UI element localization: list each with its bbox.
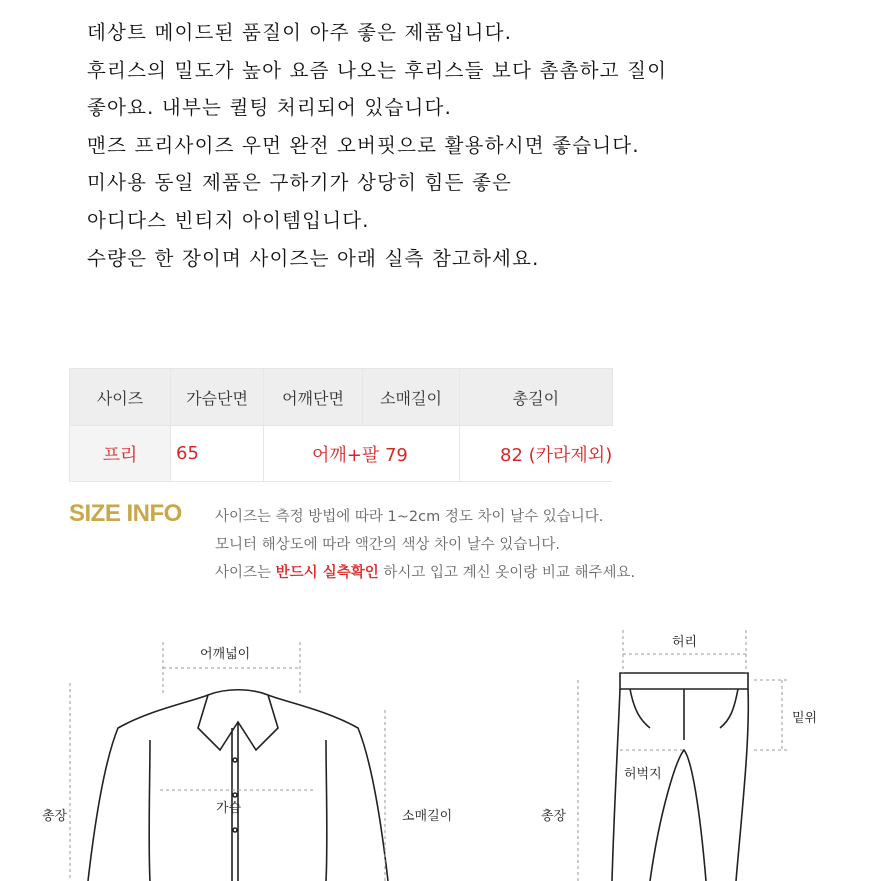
header-length: 총길이 xyxy=(460,369,613,426)
description-line: 후리스의 밀도가 높아 요즘 나오는 후리스들 보다 촘촘하고 질이 xyxy=(87,58,668,82)
label-rise: 밑위 xyxy=(792,711,818,726)
description-line: 수량은 한 장이며 사이즈는 아래 실측 참고하세요. xyxy=(87,246,540,270)
description-line: 맨즈 프리사이즈 우먼 완전 오버핏으로 활용하시면 좋습니다. xyxy=(87,133,640,157)
cell-chest: 65 xyxy=(171,426,264,482)
size-note: 사이즈는 측정 방법에 따라 1~2cm 정도 차이 날수 있습니다. xyxy=(215,509,604,525)
label-shoulder: 어깨넓이 xyxy=(200,647,251,662)
label-chest: 가슴 xyxy=(216,801,242,816)
note-emphasis: 반드시 실측확인 xyxy=(275,565,379,581)
size-table-header-row xyxy=(70,369,613,426)
note-text: 사이즈는 xyxy=(215,565,276,581)
button-dot xyxy=(233,758,237,762)
pants-inseam xyxy=(650,689,706,881)
size-note: 모니터 해상도에 따라 액간의 색상 차이 날수 있습니다. xyxy=(215,537,561,553)
size-table xyxy=(69,368,613,482)
size-table-row xyxy=(70,426,613,482)
pants-measure-lines xyxy=(578,630,790,881)
cell-sleeve: 어깨+팔 79 xyxy=(264,426,460,482)
button-dot xyxy=(233,828,237,832)
pants-waistband xyxy=(620,673,748,689)
size-note xyxy=(215,559,635,587)
size-info-title: SIZE INFO xyxy=(69,500,182,527)
size-notes xyxy=(215,503,635,587)
label-pants-length: 총장 xyxy=(541,809,567,824)
measurement-diagram xyxy=(0,610,881,881)
header-chest: 가슴단면 xyxy=(171,369,264,426)
label-top-length: 총장 xyxy=(42,809,68,824)
description-line: 미사용 동일 제품은 구하기가 상당히 힘든 좋은 xyxy=(87,171,513,195)
label-thigh: 허벅지 xyxy=(624,767,662,782)
shirt-diagram xyxy=(88,690,388,881)
button-dot xyxy=(233,793,237,797)
header-sleeve: 소매길이 xyxy=(363,369,460,426)
cell-size: 프리 xyxy=(70,426,171,482)
description-line: 좋아요. 내부는 퀼팅 처리되어 있습니다. xyxy=(87,96,452,120)
description-line: 데상트 메이드된 품질이 아주 좋은 제품입니다. xyxy=(87,21,513,44)
label-sleeve: 소매길이 xyxy=(402,809,453,824)
note-text: 하시고 입고 계신 옷이랑 비교 해주세요. xyxy=(378,565,636,581)
shirt-measure-lines xyxy=(70,642,385,881)
label-waist: 허리 xyxy=(672,635,698,650)
pants-outline xyxy=(612,689,748,881)
cell-length: 82 (카라제외) xyxy=(460,426,613,482)
product-description xyxy=(87,14,667,277)
description-line: 아디다스 빈티지 아이템입니다. xyxy=(87,208,370,232)
header-size: 사이즈 xyxy=(70,369,171,426)
header-shoulder: 어깨단면 xyxy=(264,369,363,426)
